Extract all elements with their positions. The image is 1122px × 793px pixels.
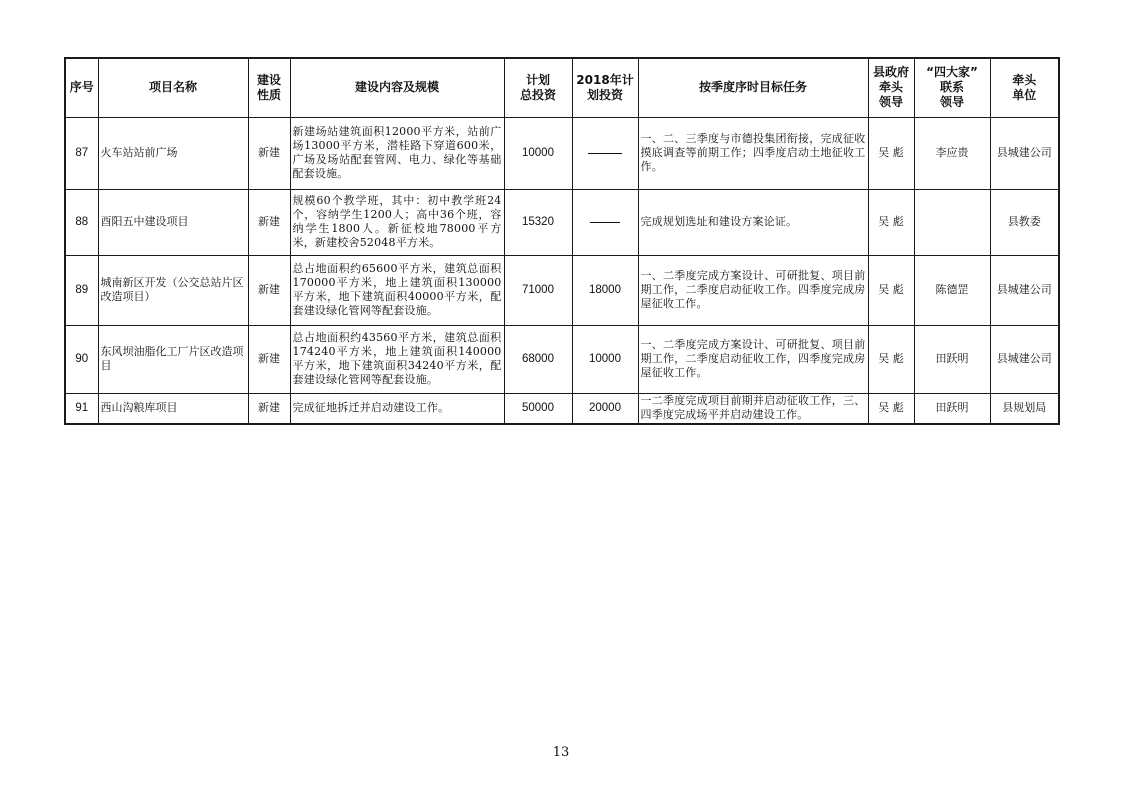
- row-lead-unit: 县城建公司: [990, 255, 1059, 325]
- row-content: 总占地面积约65600平方米，建筑总面积170000平方米，地上建筑面积130000平方米，地下建筑面积40000平方米，配套建设绿化管网等配套设施。: [290, 255, 504, 325]
- table-row: [65, 325, 1059, 393]
- row-seq: 91: [65, 393, 98, 424]
- row-tasks: 一、二季度完成方案设计、可研批复、项目前期工作，二季度启动征收工作。四季度完成房屋征收工作。: [638, 255, 868, 325]
- empty-dash: [588, 153, 622, 154]
- header-name: 项目名称: [98, 58, 248, 117]
- project-table: [64, 57, 1060, 425]
- row-gov-leader: 吴 彪: [868, 189, 914, 255]
- row-total: 10000: [504, 117, 572, 189]
- row-total: 68000: [504, 325, 572, 393]
- row-lead-unit: 县城建公司: [990, 325, 1059, 393]
- row-nature: 新建: [248, 189, 290, 255]
- row-four-leader: 田跃明: [914, 393, 990, 424]
- row-total: 71000: [504, 255, 572, 325]
- row-four-leader: 陈德罡: [914, 255, 990, 325]
- table-row: [65, 189, 1059, 255]
- row-gov-leader: 吴 彪: [868, 393, 914, 424]
- row-total: 50000: [504, 393, 572, 424]
- header-total-investment: 计划 总投资: [504, 58, 572, 117]
- row-name: 东风坝油脂化工厂片区改造项目: [98, 325, 248, 393]
- empty-dash: [590, 222, 620, 223]
- row-content: 完成征地拆迁并启动建设工作。: [290, 393, 504, 424]
- row-2018-investment: 20000: [572, 393, 638, 424]
- row-content: 规模60个教学班，其中：初中教学班24个，容纳学生1200人；高中36个班，容纳学生1800人。新征校地78000平方米，新建校舍52048平方米。: [290, 189, 504, 255]
- row-content: 总占地面积约43560平方米，建筑总面积174240平方米，地上建筑面积140000平方米，地下建筑面积34240平方米，配套建设绿化管网等配套设施。: [290, 325, 504, 393]
- table-row: [65, 255, 1059, 325]
- header-content: 建设内容及规模: [290, 58, 504, 117]
- row-name: 火车站站前广场: [98, 117, 248, 189]
- row-lead-unit: 县城建公司: [990, 117, 1059, 189]
- row-seq: 88: [65, 189, 98, 255]
- row-content: 新建场站建筑面积12000平方米，站前广场13000平方米，潜桂路下穿道600米，广场及场站配套管网、电力、绿化等基础配套设施。: [290, 117, 504, 189]
- row-lead-unit: 县规划局: [990, 393, 1059, 424]
- header-2018-investment: 2018年计 划投资: [572, 58, 638, 117]
- row-gov-leader: 吴 彪: [868, 117, 914, 189]
- header-gov-leader: 县政府 牵头 领导: [868, 58, 914, 117]
- row-name: 城南新区开发（公交总站片区改造项目）: [98, 255, 248, 325]
- row-seq: 87: [65, 117, 98, 189]
- header-seq: 序号: [65, 58, 98, 117]
- row-tasks: 完成规划选址和建设方案论证。: [638, 189, 868, 255]
- row-nature: 新建: [248, 325, 290, 393]
- header-quarterly-tasks: 按季度序时目标任务: [638, 58, 868, 117]
- row-tasks: 一二季度完成项目前期并启动征收工作，三、四季度完成场平并启动建设工作。: [638, 393, 868, 424]
- row-tasks: 一、二、三季度与市德投集团衔接，完成征收摸底调查等前期工作；四季度启动土地征收工作。: [638, 117, 868, 189]
- row-four-leader: [914, 189, 990, 255]
- row-nature: 新建: [248, 255, 290, 325]
- row-seq: 89: [65, 255, 98, 325]
- header-row: [65, 58, 1059, 117]
- row-2018-investment: [572, 117, 638, 189]
- row-2018-investment: 18000: [572, 255, 638, 325]
- row-lead-unit: 县教委: [990, 189, 1059, 255]
- row-four-leader: 田跃明: [914, 325, 990, 393]
- table-row: [65, 117, 1059, 189]
- row-seq: 90: [65, 325, 98, 393]
- page-number: 13: [552, 745, 570, 760]
- row-tasks: 一、二季度完成方案设计、可研批复、项目前期工作，二季度启动征收工作，四季度完成房屋征收工作。: [638, 325, 868, 393]
- row-name: 酉阳五中建设项目: [98, 189, 248, 255]
- table-row: [65, 393, 1059, 424]
- header-lead-unit: 牵头 单位: [990, 58, 1059, 117]
- row-2018-investment: [572, 189, 638, 255]
- row-name: 西山沟粮库项目: [98, 393, 248, 424]
- row-gov-leader: 吴 彪: [868, 255, 914, 325]
- row-total: 15320: [504, 189, 572, 255]
- row-nature: 新建: [248, 117, 290, 189]
- header-nature: 建设 性质: [248, 58, 290, 117]
- header-four-leader: “四大家” 联系 领导: [914, 58, 990, 117]
- row-nature: 新建: [248, 393, 290, 424]
- row-2018-investment: 10000: [572, 325, 638, 393]
- row-four-leader: 李应贵: [914, 117, 990, 189]
- row-gov-leader: 吴 彪: [868, 325, 914, 393]
